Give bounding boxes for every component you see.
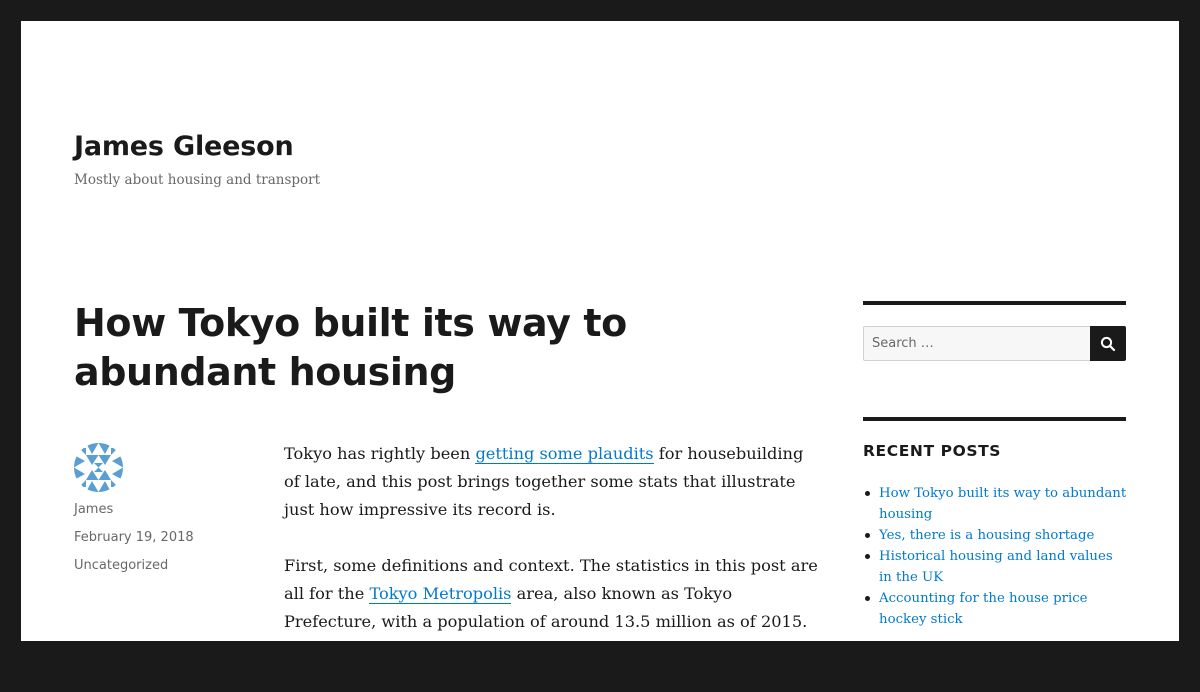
- post-content: [284, 440, 819, 692]
- paragraph-2-text-end: area, also known as Tokyo Prefecture, with a population of around 13.5 million as of 2015. This is just part: [284, 584, 808, 659]
- list-item: [879, 525, 1129, 546]
- search-widget-divider: [863, 301, 1126, 305]
- getting-some-plaudits-link[interactable]: getting some plaudits: [475, 444, 654, 463]
- recent-posts-list: [879, 483, 1129, 630]
- search-icon: [1100, 336, 1116, 352]
- search-button[interactable]: [1090, 326, 1126, 361]
- recent-post-link[interactable]: Yes, there is a housing shortage: [879, 528, 1095, 543]
- paragraph-1-text-end: for housebuilding of late, and this post brings together some stats that illustrate just how impressive its record is.: [284, 444, 804, 519]
- recent-post-link[interactable]: Accounting for the house price hockey stick: [879, 591, 1088, 627]
- post-category[interactable]: Uncategorized: [74, 558, 169, 573]
- site-title[interactable]: James Gleeson: [74, 131, 294, 162]
- list-item: [879, 588, 1129, 630]
- list-item: [879, 483, 1129, 525]
- page-frame: [21, 21, 1179, 659]
- post-title[interactable]: How Tokyo built its way to abundant housing: [74, 301, 627, 394]
- paragraph-1: [284, 440, 819, 524]
- tokyo-metropolis-link[interactable]: Tokyo Metropolis: [369, 584, 512, 603]
- recent-post-link[interactable]: Historical housing and land values in the UK: [879, 549, 1113, 585]
- post-author[interactable]: James: [74, 502, 114, 517]
- recent-posts-title: RECENT POSTS: [863, 442, 1002, 460]
- paragraph-2: [284, 552, 819, 664]
- list-item: [879, 546, 1129, 588]
- author-avatar[interactable]: [74, 443, 123, 492]
- search-input[interactable]: [863, 326, 1090, 361]
- paragraph-1-text-start: Tokyo has rightly been: [284, 444, 476, 463]
- post-date[interactable]: February 19, 2018: [74, 530, 194, 545]
- recent-post-link[interactable]: How Tokyo built its way to abundant housing: [879, 486, 1127, 522]
- site-description: Mostly about housing and transport: [74, 172, 321, 188]
- recent-posts-divider: [863, 417, 1126, 421]
- paragraph-2-text-start: First, some definitions and context. The statistics in this post are all for the: [284, 556, 818, 603]
